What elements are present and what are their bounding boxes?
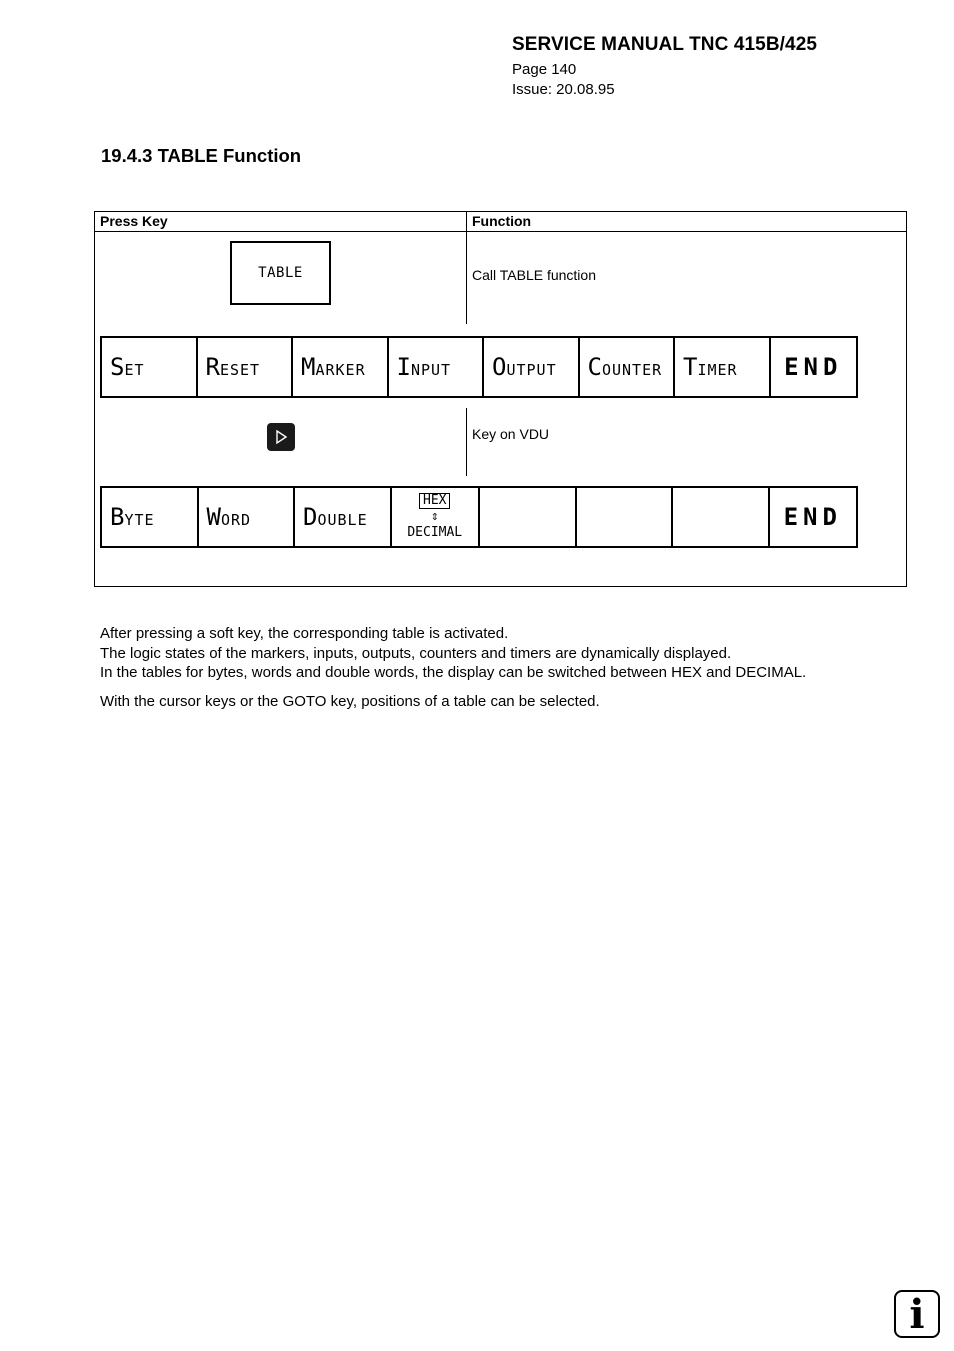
softkey-end[interactable]: END xyxy=(769,336,859,398)
softkey-end-2[interactable]: END xyxy=(768,486,859,548)
header-press-key: Press Key xyxy=(100,213,168,229)
key-function-table xyxy=(94,211,907,587)
softkey-counter[interactable]: C OUNTER xyxy=(578,336,676,398)
description-text xyxy=(100,624,900,711)
softkey-byte[interactable]: B YTE xyxy=(100,486,199,548)
header-function: Function xyxy=(472,213,532,229)
function-call-table: Call TABLE function xyxy=(472,267,596,283)
softkey-bar-1 xyxy=(100,336,858,398)
section-title: 19.4.3 TABLE Function xyxy=(101,145,302,166)
softkey-hex-decimal[interactable] xyxy=(390,486,481,548)
softkey-empty-2[interactable] xyxy=(575,486,674,548)
hex-label: HEX xyxy=(419,493,450,509)
paragraph-4: With the cursor keys or the GOTO key, positions of a table can be selected. xyxy=(100,692,600,710)
function-key-on-vdu: Key on VDU xyxy=(472,426,550,442)
softkey-input[interactable]: I NPUT xyxy=(387,336,485,398)
up-down-arrow-icon: ⇕ xyxy=(430,509,439,524)
info-icon: i xyxy=(894,1290,940,1338)
page-number: Page 140 xyxy=(512,61,577,78)
paragraph-2: The logic states of the markers, inputs, outputs, counters and timers are dynamically displayed. xyxy=(100,644,732,662)
softkey-set[interactable]: S ET xyxy=(100,336,198,398)
table-key[interactable]: TABLE xyxy=(230,241,331,305)
issue-date: Issue: 20.08.95 xyxy=(512,81,615,98)
triangle-right-icon[interactable] xyxy=(267,423,295,451)
paragraph-1: After pressing a soft key, the corresponding table is activated. xyxy=(100,625,509,642)
softkey-empty-1[interactable] xyxy=(478,486,577,548)
softkey-word[interactable]: W ORD xyxy=(197,486,296,548)
softkey-timer[interactable]: T IMER xyxy=(673,336,771,398)
softkey-empty-3[interactable] xyxy=(671,486,770,548)
manual-title: SERVICE MANUAL TNC 415B/425 xyxy=(512,34,818,55)
softkey-reset[interactable]: R ESET xyxy=(196,336,294,398)
column-divider-2 xyxy=(466,408,467,476)
paragraph-3: In the tables for bytes, words and double words, the display can be switched between HEX and DECIMAL. xyxy=(100,664,807,681)
column-divider xyxy=(466,212,467,324)
softkey-marker[interactable]: M ARKER xyxy=(291,336,389,398)
softkey-double[interactable]: D OUBLE xyxy=(293,486,392,548)
decimal-label: DECIMAL xyxy=(407,525,463,540)
softkey-bar-2 xyxy=(100,486,858,548)
softkey-output[interactable]: O UTPUT xyxy=(482,336,580,398)
page-header xyxy=(512,34,817,100)
table-header-row xyxy=(95,212,906,232)
